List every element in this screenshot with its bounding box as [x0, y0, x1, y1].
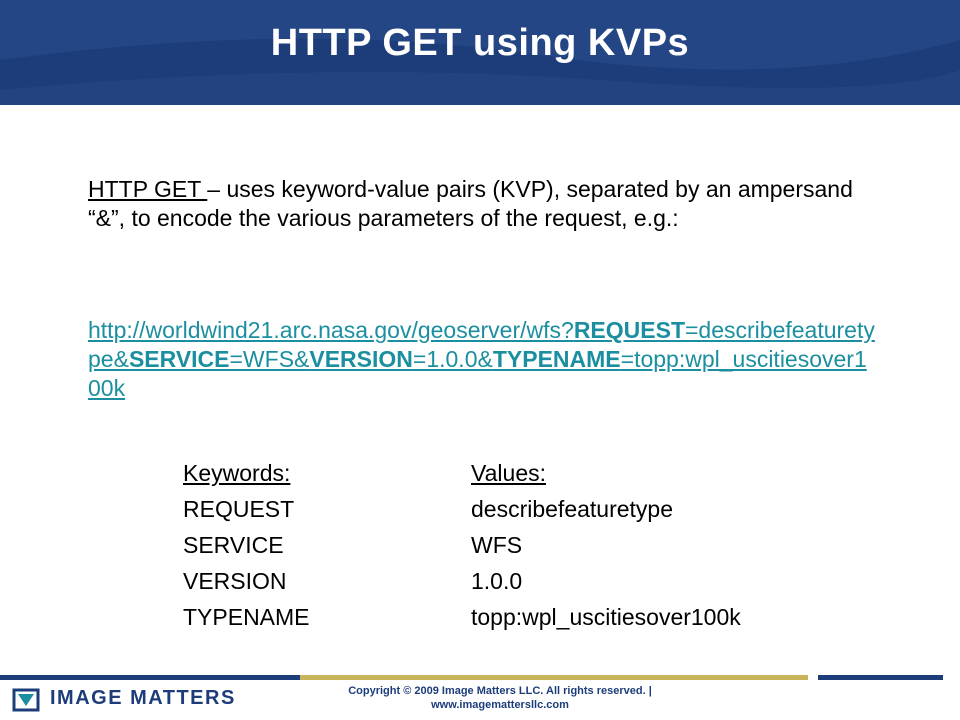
kvp-key: REQUEST [183, 496, 295, 522]
footer-bar-blue-left [0, 675, 300, 680]
kvp-value: WFS [471, 532, 523, 558]
footer-bar-blue-right [818, 675, 943, 680]
kvp-value: describefeaturetype [471, 496, 674, 522]
footer-divider-bars [0, 675, 960, 683]
slide-header [0, 0, 960, 105]
slide-title: HTTP GET using KVPs [270, 22, 690, 64]
url-part-typename-value: =topp:wpl_uscitiesover100k [88, 346, 867, 401]
url-keyword-request: REQUEST [573, 317, 685, 343]
kvp-value: topp:wpl_uscitiesover100k [471, 604, 741, 630]
image-matters-logo [10, 683, 250, 715]
footer-bar-gold [300, 675, 808, 680]
kvp-key: SERVICE [183, 532, 284, 558]
values-header: Values: [471, 460, 547, 486]
kvp-key: TYPENAME [183, 604, 310, 630]
url-part-base: http://worldwind21.arc.nasa.gov/geoserver/wfs? [88, 317, 574, 343]
keywords-header: Keywords: [183, 460, 291, 486]
example-url-link[interactable] [88, 316, 878, 403]
url-keyword-version: VERSION [309, 346, 413, 372]
intro-text: – uses keyword-value pairs (KVP), separated by an ampersand “&”, to encode the various parameters of the request, e.g.: [88, 176, 853, 231]
url-keyword-typename: TYPENAME [492, 346, 621, 372]
logo-mark-icon [12, 686, 42, 714]
copyright-notice [290, 684, 710, 712]
logo-text: IMAGE MATTERS [50, 687, 236, 709]
kvp-value: 1.0.0 [471, 568, 523, 594]
copyright-line: Copyright © 2009 Image Matters LLC. All rights reserved. | [348, 685, 652, 697]
intro-paragraph [88, 175, 888, 233]
url-keyword-service: SERVICE [128, 346, 230, 372]
copyright-website[interactable]: www.imagemattersllc.com [431, 699, 569, 711]
kvp-key: VERSION [183, 568, 287, 594]
http-get-term: HTTP GET [88, 176, 208, 202]
url-part-service-value: =WFS& [229, 346, 310, 372]
url-part-version-value: =1.0.0& [412, 346, 493, 372]
url-part-request-value: =describefeaturetype& [88, 317, 875, 372]
